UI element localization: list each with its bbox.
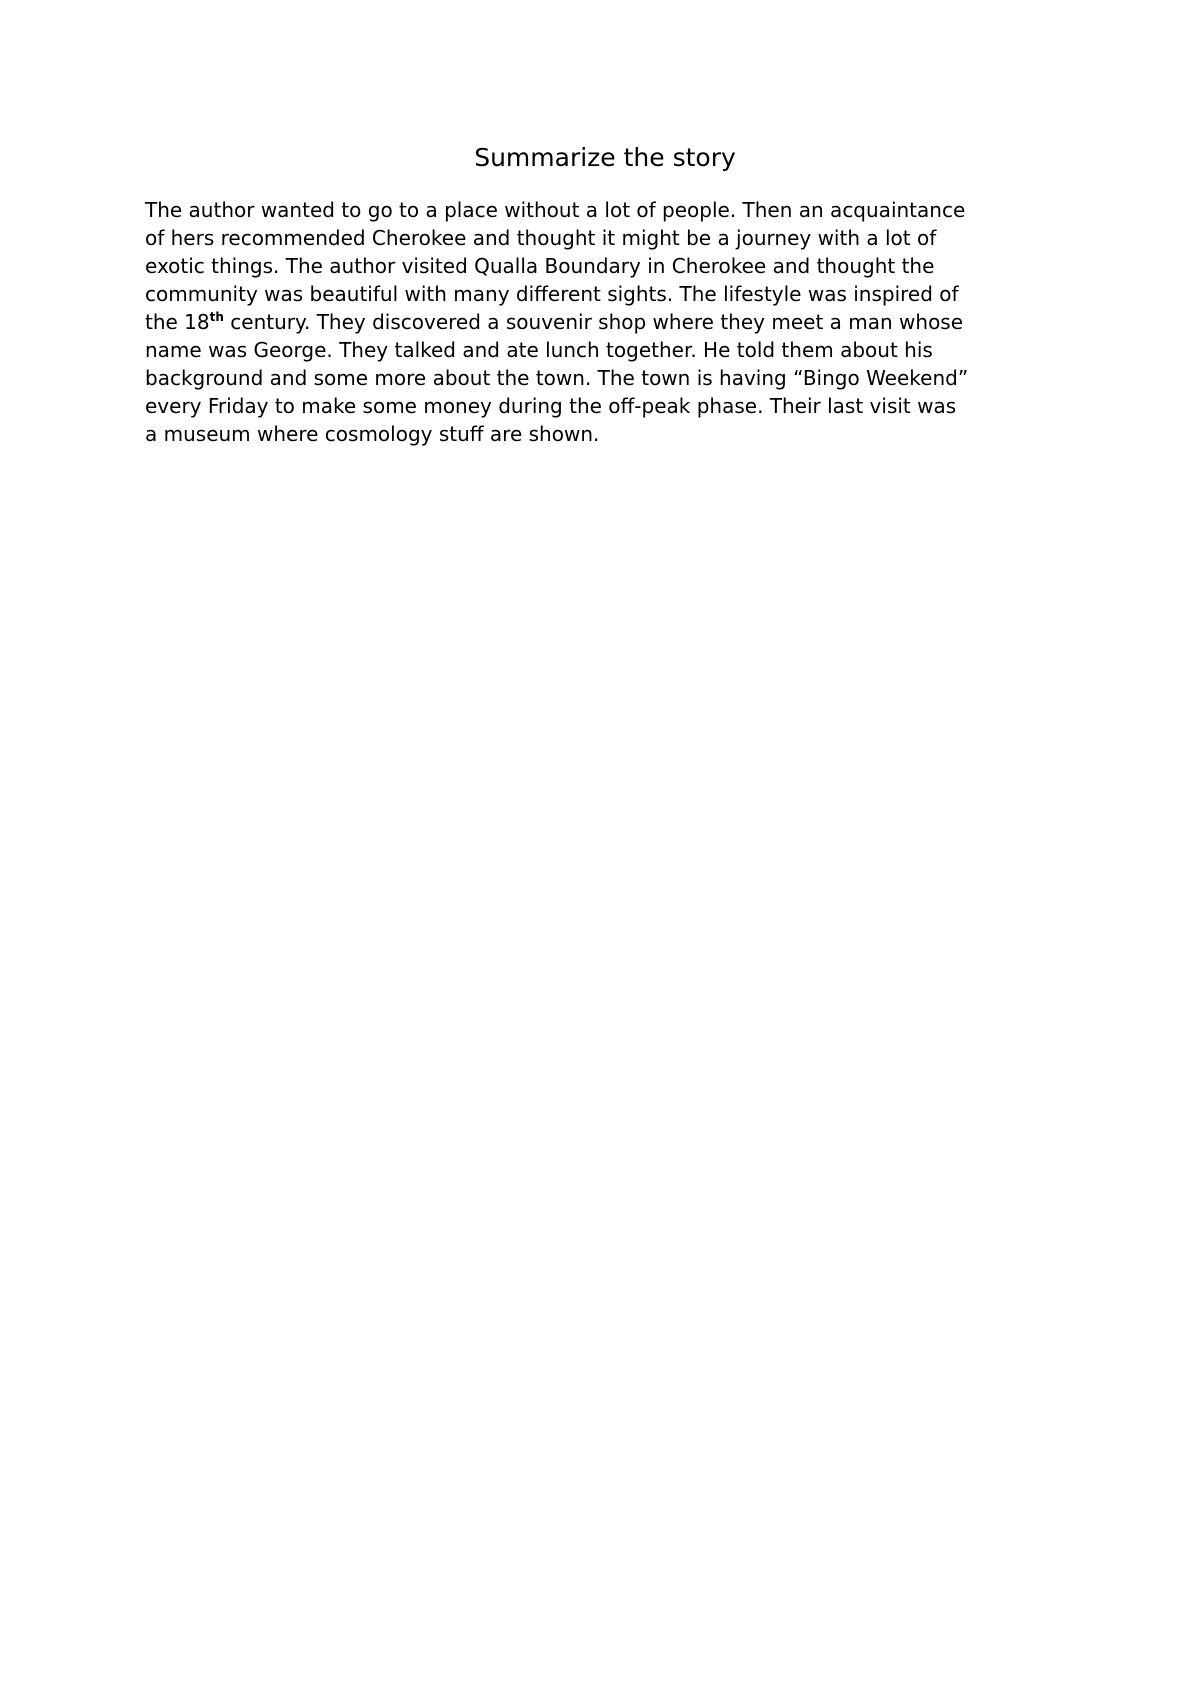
paragraph-line: community was beautiful with many different sights. The lifestyle was inspired of (145, 282, 959, 306)
line-text-before-superscript: the 18 (145, 310, 210, 334)
paragraph-line: a museum where cosmology stuff are shown. (145, 422, 600, 446)
paragraph-line: of hers recommended Cherokee and thought it might be a journey with a lot of (145, 226, 937, 250)
paragraph-line: name was George. They talked and ate lunch together. He told them about his (145, 338, 933, 362)
line-text-after-superscript: century. They discovered a souvenir shop where they meet a man whose (223, 310, 964, 334)
paragraph-line: every Friday to make some money during the off-peak phase. Their last visit was (145, 394, 957, 418)
paragraph-line: background and some more about the town. The town is having “Bingo Weekend” (145, 366, 969, 390)
ordinal-superscript: th (209, 310, 224, 324)
paragraph-line: exotic things. The author visited Qualla Boundary in Cherokee and thought the (145, 254, 935, 278)
summary-paragraph (145, 196, 1075, 448)
document-title: Summarize the story (474, 143, 736, 172)
paragraph-line: The author wanted to go to a place without a lot of people. Then an acquaintance (145, 198, 966, 222)
paragraph-line (145, 308, 1075, 336)
